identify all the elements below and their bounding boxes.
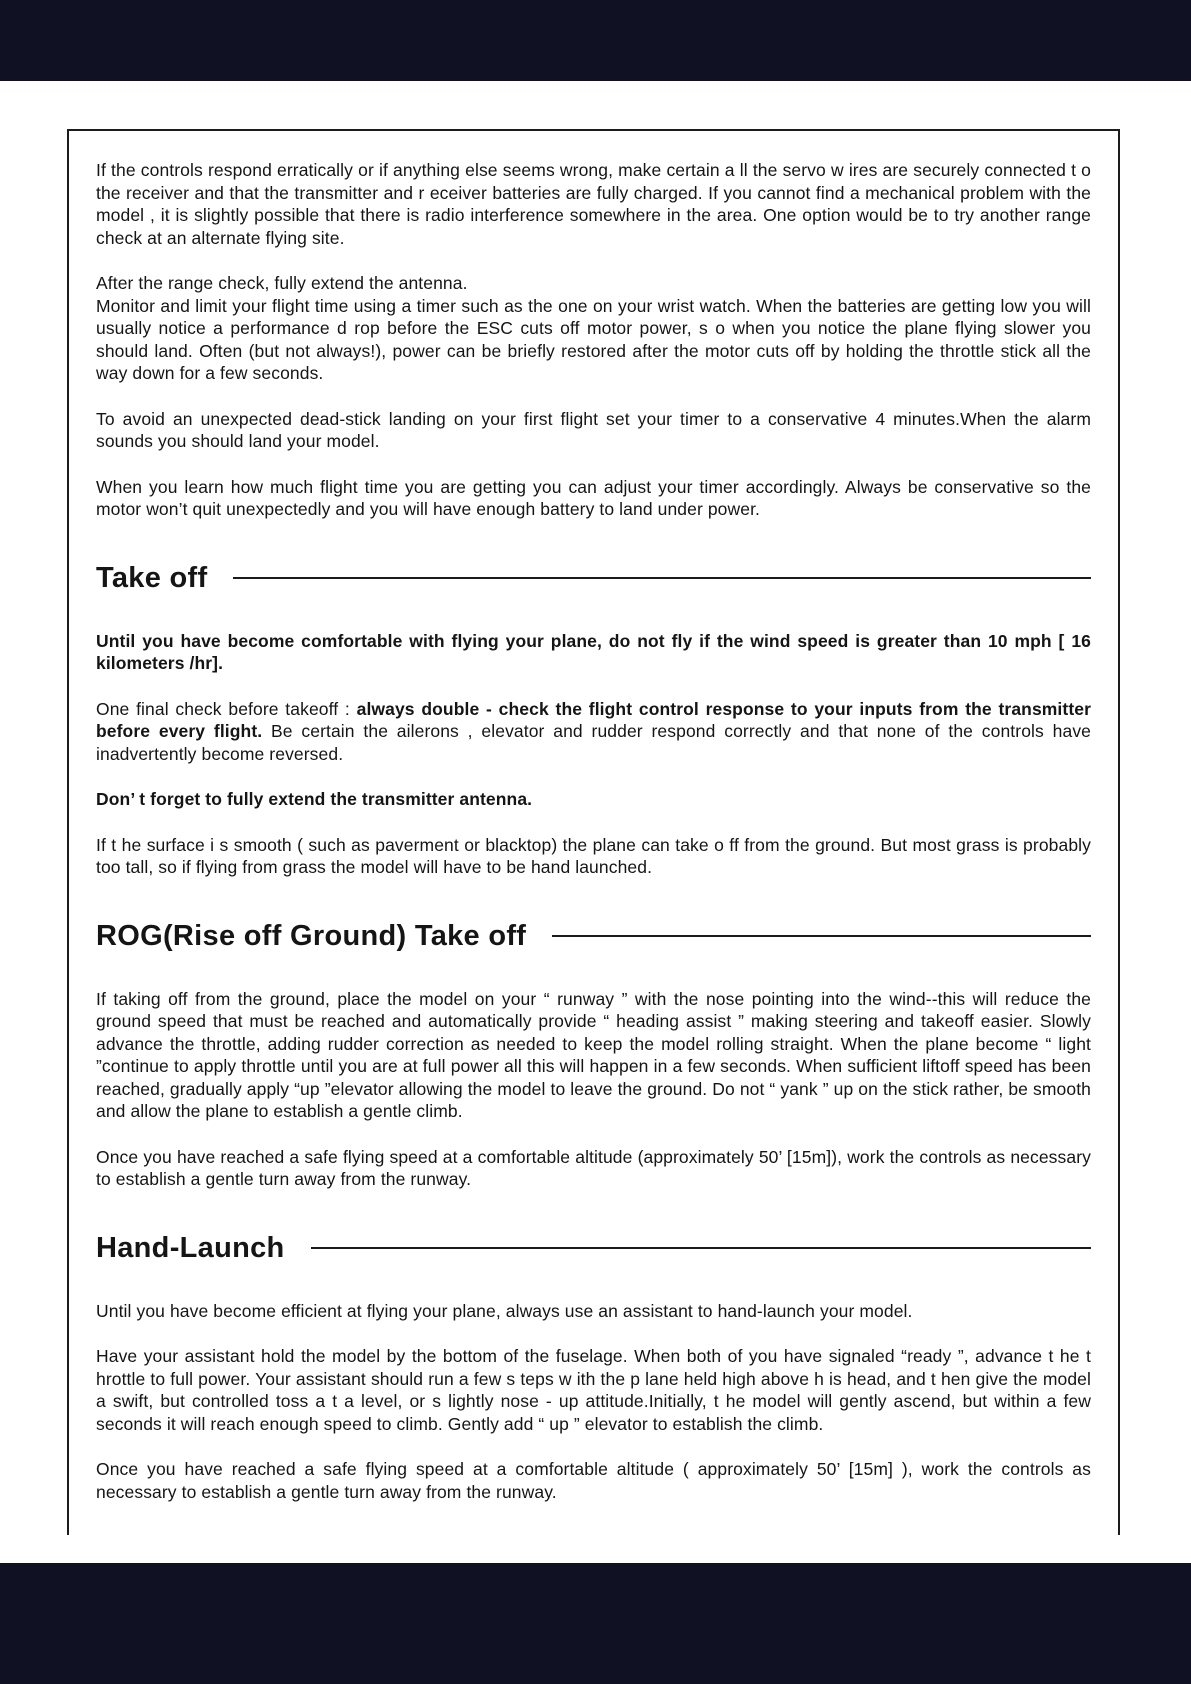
paragraph-hand-launch-safe-speed: Once you have reached a safe flying speed at a comfortable altitude ( approximately 50’ [15m] ), work the controls as necessary to establish a gentle turn away from the runway.: [96, 1459, 1091, 1502]
bottom-dark-band: [0, 1563, 1191, 1684]
paragraph-extend-antenna: After the range check, fully extend the antenna.: [96, 273, 468, 293]
paragraph-dead-stick: To avoid an unexpected dead-stick landing on your first flight set your timer to a conservative 4 minutes.When the alarm sounds you should land your model.: [96, 408, 1091, 451]
rog-heading-rule: [552, 935, 1091, 937]
paragraph-adjust-timer: When you learn how much flight time you are getting you can adjust your timer accordingly. Always be conservative so the motor won’t quit unexpectedly and you will have enough battery to land under power.: [96, 476, 1091, 519]
paragraph-rog-instructions: If taking off from the ground, place the model on your “ runway ” with the nose pointing into the wind--this will reduce the ground speed that must be reached and automatically provide “ heading assist ” making steering and takeoff easier. Slowly advance the throttle, adding rudder correction as needed to keep the model rolling straight. When the plane become “ light ”continue to apply throttle until you are at full power all this will happen in a few seconds. When sufficient liftoff speed has been reached, gradually apply “up ”elevator allowing the model to leave the ground. Do not “ yank ” up on the stick rather, be smooth and allow the plane to establish a gentle climb.: [96, 988, 1091, 1121]
paragraph-hand-launch-assistant: Until you have become efficient at flying your plane, always use an assistant to hand-launch your model.: [96, 1300, 913, 1321]
paragraph-surface: If t he surface i s smooth ( such as paverment or blacktop) the plane can take o ff from the ground. But most grass is probably too tall, so if flying from grass the model will have to be hand launched.: [96, 834, 1091, 877]
paragraph-transmitter-antenna: Don’ t forget to fully extend the transmitter antenna.: [96, 789, 533, 809]
top-dark-band: [0, 0, 1191, 81]
paragraph-final-check: [96, 698, 1091, 766]
take-off-heading-rule: [233, 577, 1091, 579]
take-off-heading: Take off: [96, 561, 208, 594]
hand-launch-heading: Hand-Launch: [96, 1231, 285, 1264]
section-take-off: [96, 563, 1091, 594]
paragraph-range-check: If the controls respond erratically or if anything else seems wrong, make certain a ll the servo w ires are securely connected t o the receiver and that the transmitter and r eceiver batteries are fully charged. If you cannot find a mechanical problem with the model , it is slightly possible that there is radio interference somewhere in the area. One option would be to try another range check at an alternate flying site.: [96, 160, 1091, 248]
paragraph-hand-launch-toss: Have your assistant hold the model by the bottom of the fuselage. When both of you have signaled “ready ”, advance t he t hrottle to full power. Your assistant should run a few s teps w ith the p lane held high above h is head, and t hen give the model a swift, but controlled toss a t a level, or s lightly nose - up attitude.Initially, t he model will gently ascend, but within a few seconds it will reach enough speed to climb. Gently add “ up ” elevator to establish the climb.: [96, 1346, 1091, 1434]
final-check-suffix: Be certain the ailerons , elevator and rudder respond correctly and that none of the controls have inadvertently become reversed.: [96, 721, 1091, 764]
final-check-prefix: One final check before takeoff :: [96, 698, 357, 719]
paragraph-wind-warning: Until you have become comfortable with flying your plane, do not fly if the wind speed is greater than 10 mph [ 16 kilometers /hr].: [96, 630, 1091, 673]
hand-launch-heading-rule: [311, 1247, 1091, 1249]
final-check-bold: always double - check the flight control response to your inputs from the transmitter before every flight.: [96, 698, 1091, 741]
rog-heading: ROG(Rise off Ground) Take off: [96, 919, 527, 952]
paragraph-flight-timer: Monitor and limit your flight time using a timer such as the one on your wrist watch. When the batteries are getting low you will usually notice a performance d rop before the ESC cuts off motor power, s o when you notice the plane flying slower you should land. Often (but not always!), power can be briefly restored after the motor cuts off by holding the throttle stick all the way down for a few seconds.: [96, 295, 1091, 383]
manual-page-frame: [67, 129, 1120, 1535]
paragraph-rog-safe-speed: Once you have reached a safe flying speed at a comfortable altitude (approximately 50’ [15m]), work the controls as necessary to establish a gentle turn away from the runway.: [96, 1146, 1091, 1189]
section-rog-take-off: [96, 921, 1091, 952]
section-hand-launch: [96, 1233, 1091, 1264]
